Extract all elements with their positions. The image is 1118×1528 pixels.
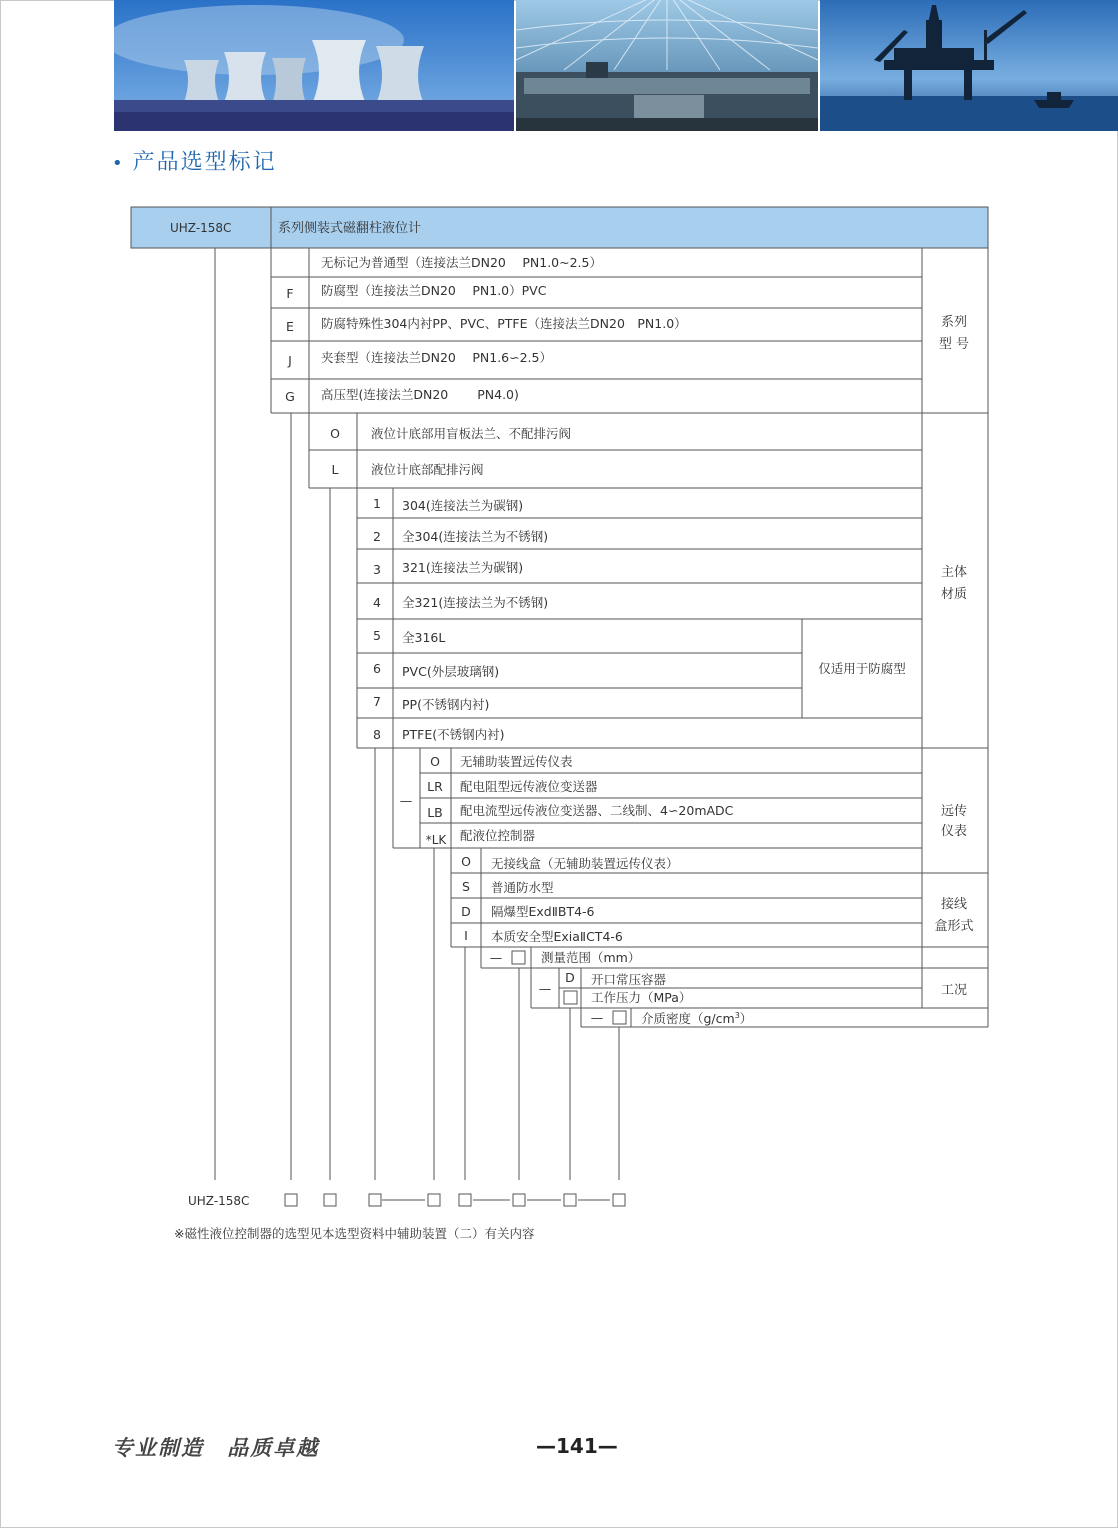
material-code: 1 <box>373 496 381 511</box>
drain-option-code: L <box>331 462 339 477</box>
junction-code: S <box>462 879 470 894</box>
series-type-text: 无标记为普通型（连接法兰DN20 PN1.0~2.5） <box>321 255 602 270</box>
junction-text: 本质安全型ExiaⅡCT4-6 <box>491 929 623 944</box>
material-code: 6 <box>373 661 381 676</box>
material-text: PTFE(不锈钢内衬) <box>402 727 505 742</box>
material-text: 全304(连接法兰为不锈钢) <box>402 529 549 544</box>
remote-code: LB <box>427 805 443 820</box>
footnote: ※磁性液位控制器的选型见本选型资料中辅助装置（二）有关内容 <box>174 1226 535 1241</box>
product-title: 系列侧装式磁翻柱液位计 <box>278 221 422 236</box>
category-series-label: 系列 <box>940 315 968 330</box>
category-remote-label: 远传 <box>940 804 968 819</box>
density-dash: — <box>590 1010 604 1025</box>
material-code: 8 <box>373 727 381 742</box>
drain-option-text: 液位计底部配排污阀 <box>371 462 484 477</box>
series-type-text: 防腐型（连接法兰DN20 PN1.0）PVC <box>321 283 547 298</box>
category-junction-label: 盒形式 <box>934 919 974 934</box>
material-text: 全316L <box>402 630 446 645</box>
junction-text: 无接线盒（无辅助装置远传仪表） <box>491 856 679 871</box>
diagram-lines <box>131 207 988 1206</box>
model-code-header: UHZ-158C <box>170 221 232 235</box>
material-code: 7 <box>373 694 381 709</box>
drain-option-code: O <box>330 426 340 441</box>
remote-text: 配电流型远传液位变送器、二线制、4∽20mADC <box>460 803 734 818</box>
series-type-code: F <box>286 286 294 301</box>
working-pressure-text: 工作压力（MPa） <box>591 990 692 1005</box>
junction-text: 隔爆型ExdⅡBT4-6 <box>491 904 595 919</box>
open-vessel-code: D <box>565 970 575 985</box>
bullet-dot-icon: • <box>112 153 125 174</box>
junction-code: O <box>461 854 471 869</box>
remote-code: *LK <box>425 833 447 847</box>
drain-option-list <box>330 426 571 477</box>
material-text: PVC(外层玻璃钢) <box>402 664 500 679</box>
material-code: 2 <box>373 529 381 544</box>
remote-instrument-list <box>400 754 734 847</box>
material-code: 5 <box>373 628 381 643</box>
series-type-text: 夹套型（连接法兰DN20 PN1.6∽2.5） <box>321 350 552 365</box>
footer-slogan: 专业制造 品质卓越 <box>112 1436 320 1460</box>
material-text: 304(连接法兰为碳钢) <box>402 498 524 513</box>
measure-dash: — <box>489 950 503 965</box>
header-bar <box>131 207 988 248</box>
category-junction-label: 接线 <box>940 897 968 912</box>
remote-text: 无辅助装置远传仪表 <box>460 754 573 769</box>
category-material-label: 材质 <box>940 587 968 602</box>
section-title-text: 产品选型标记 <box>132 150 277 175</box>
remote-code: O <box>430 754 440 769</box>
category-series-label: 型 号 <box>938 337 970 352</box>
category-remote-label: 仪表 <box>940 824 968 839</box>
remote-text: 配液位控制器 <box>460 828 536 843</box>
open-vessel-text: 开口常压容器 <box>591 972 667 987</box>
junction-code: I <box>464 928 468 943</box>
junction-box-list <box>461 854 678 944</box>
model-code-label: UHZ-158C <box>188 1194 250 1208</box>
material-text: 321(连接法兰为碳钢) <box>402 560 524 575</box>
junction-code: D <box>461 904 471 919</box>
category-condition-label: 工况 <box>940 983 968 998</box>
series-type-code: E <box>286 319 294 334</box>
anticorrosion-note: 仅适用于防腐型 <box>818 661 906 676</box>
material-text: 全321(连接法兰为不锈钢) <box>402 595 549 610</box>
series-type-code: G <box>285 389 295 404</box>
material-code: 3 <box>373 562 381 577</box>
condition-dash: — <box>538 981 552 996</box>
series-type-code: J <box>288 353 292 368</box>
category-labels <box>934 314 973 998</box>
junction-text: 普通防水型 <box>491 880 554 895</box>
measure-range-text: 测量范围（mm） <box>541 950 641 965</box>
remote-text: 配电阻型远传液位变送器 <box>460 779 598 794</box>
series-type-text: 高压型(连接法兰DN20 PN4.0) <box>321 387 519 402</box>
category-material-label: 主体 <box>940 565 968 580</box>
drain-option-text: 液位计底部用盲板法兰、不配排污阀 <box>371 426 572 441</box>
remote-code: LR <box>427 779 443 794</box>
material-code: 4 <box>373 595 381 610</box>
medium-density-text: 介质密度$(g/cm^3)$ <box>641 1011 753 1026</box>
series-type-text: 防腐特殊性304内衬PP、PVC、PTFE（连接法兰DN20 PN1.0） <box>321 316 687 331</box>
page-number: —141— <box>536 1434 618 1458</box>
remote-dash: — <box>399 793 413 808</box>
material-text: PP(不锈钢内衬) <box>402 697 490 712</box>
